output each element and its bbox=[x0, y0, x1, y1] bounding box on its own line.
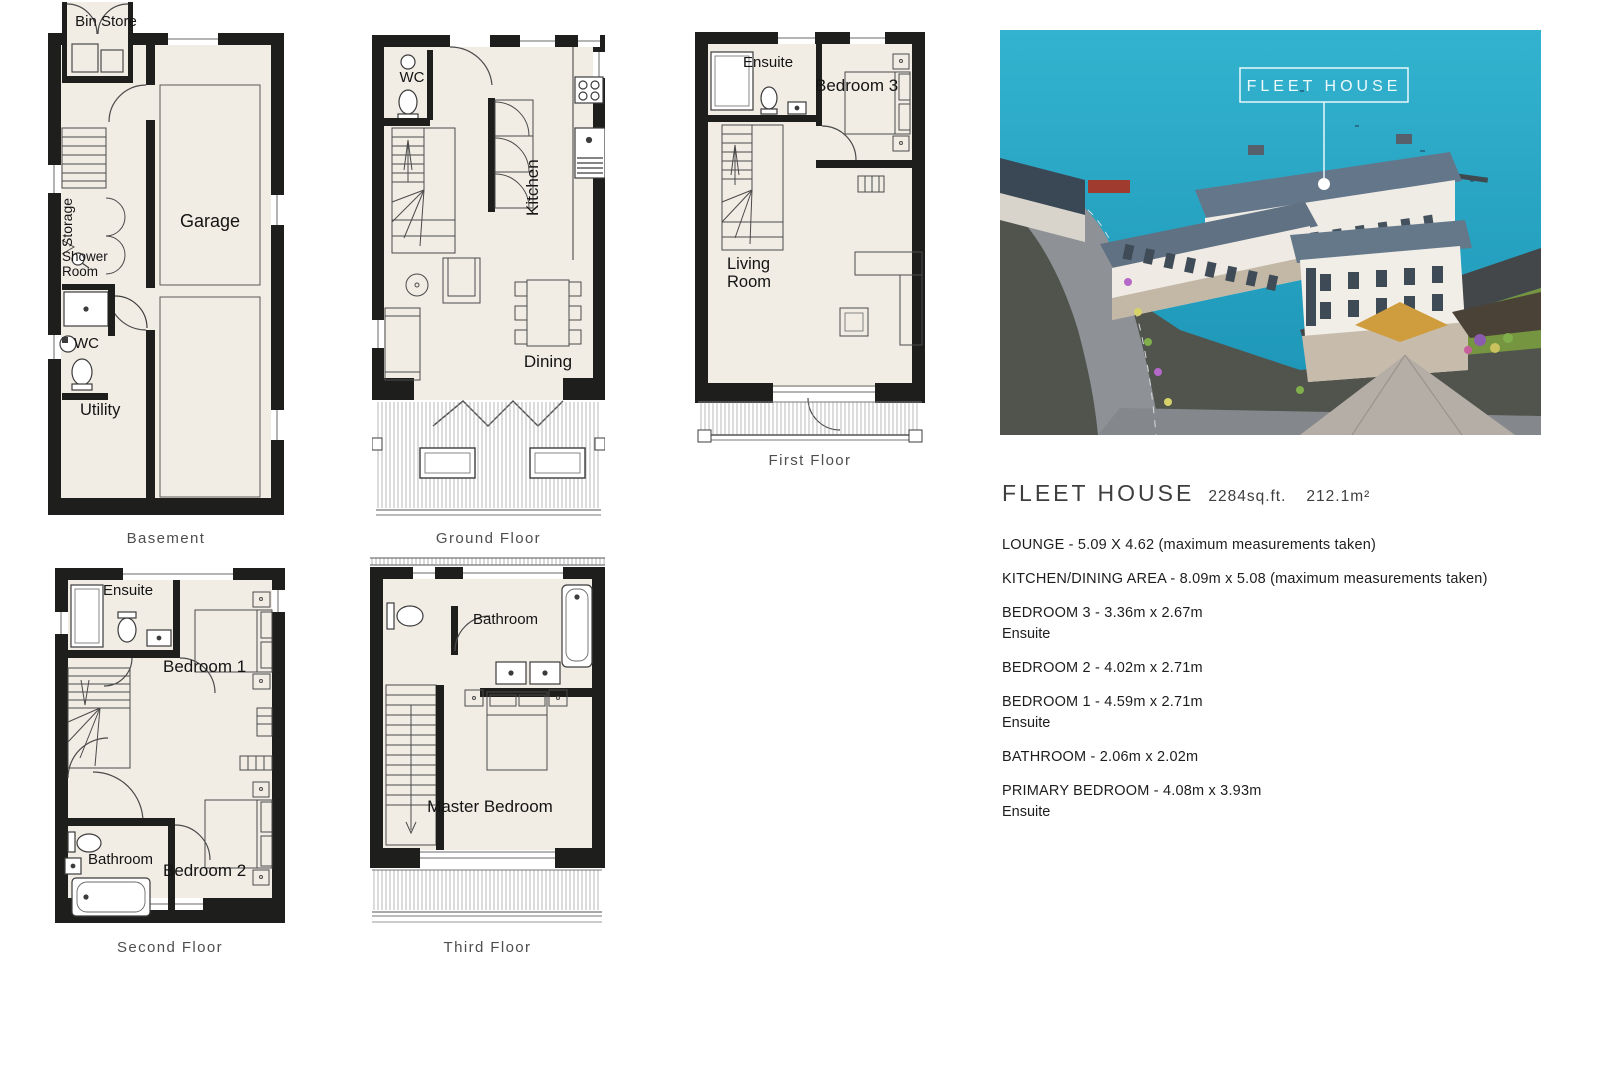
floor-label-first: First Floor bbox=[768, 452, 852, 469]
room-label-living-room: Living Room bbox=[727, 255, 772, 292]
details-title-row bbox=[1002, 480, 1542, 507]
floor-plan-ground bbox=[372, 30, 605, 520]
room-label-second-ensuite: Ensuite bbox=[103, 582, 154, 599]
room-label-bedroom3: Bedroom 3 bbox=[815, 76, 899, 95]
room-label-master-bedroom: Master Bedroom bbox=[427, 797, 553, 816]
detail-item-bedroom2: BEDROOM 2 - 4.02m x 2.71m bbox=[1002, 660, 1203, 676]
room-label-shower-room: Shower Room bbox=[62, 249, 108, 279]
detail-item-primary-bedroom: PRIMARY BEDROOM - 4.08m x 3.93m Ensuite bbox=[1002, 783, 1262, 820]
details-title: FLEET HOUSE bbox=[1002, 480, 1195, 506]
detail-item-kitchen-dining: KITCHEN/DINING AREA - 8.09m x 5.08 (maximum measurements taken) bbox=[1002, 571, 1488, 587]
room-label-basement-wc: WC bbox=[74, 335, 99, 352]
room-label-kitchen: Kitchen bbox=[523, 159, 542, 216]
floor-label-second: Second Floor bbox=[116, 939, 224, 956]
room-label-bedroom2: Bedroom 2 bbox=[163, 861, 247, 880]
room-label-bin-store: Bin Store bbox=[75, 13, 137, 30]
room-label-garage: Garage bbox=[179, 211, 241, 231]
details-area-sqft: 2284sq.ft. bbox=[1208, 488, 1287, 505]
floor-plan-first bbox=[695, 30, 925, 445]
aerial-photo-drawing bbox=[1000, 30, 1541, 435]
floor-label-ground: Ground Floor bbox=[435, 530, 542, 547]
floor-plan-basement bbox=[48, 0, 284, 520]
room-label-bedroom1: Bedroom 1 bbox=[163, 657, 247, 676]
room-label-third-bathroom: Bathroom bbox=[473, 611, 539, 628]
room-label-ground-wc: WC bbox=[399, 69, 425, 86]
room-label-utility: Utility bbox=[80, 401, 121, 419]
floor-plan-third bbox=[370, 555, 605, 925]
floor-label-basement: Basement bbox=[126, 530, 206, 547]
third-terrace bbox=[372, 870, 602, 922]
roof-edge-hatch bbox=[370, 558, 605, 565]
detail-item-lounge: LOUNGE - 5.09 X 4.62 (maximum measurements taken) bbox=[1002, 537, 1377, 553]
detail-item-bedroom3: BEDROOM 3 - 3.36m x 2.67m Ensuite bbox=[1002, 605, 1203, 642]
development-aerial-photo bbox=[1000, 30, 1541, 435]
ground-drawing bbox=[372, 30, 605, 520]
callout-label: FLEET HOUSE bbox=[1246, 78, 1402, 95]
details-area-sqm: 212.1m² bbox=[1306, 488, 1371, 505]
detail-item-bedroom1: BEDROOM 1 - 4.59m x 2.71m Ensuite bbox=[1002, 694, 1203, 731]
floor-plan-second bbox=[55, 560, 285, 925]
room-label-dining: Dining bbox=[523, 352, 573, 371]
room-label-storage: Storage bbox=[59, 197, 75, 247]
floor-label-third: Third Floor bbox=[443, 939, 532, 956]
room-label-first-ensuite: Ensuite bbox=[743, 54, 794, 71]
detail-item-bathroom: BATHROOM - 2.06m x 2.02m bbox=[1002, 749, 1199, 765]
ground-deck bbox=[372, 402, 605, 515]
room-label-second-bathroom: Bathroom bbox=[88, 851, 154, 868]
property-details bbox=[1002, 480, 1542, 838]
